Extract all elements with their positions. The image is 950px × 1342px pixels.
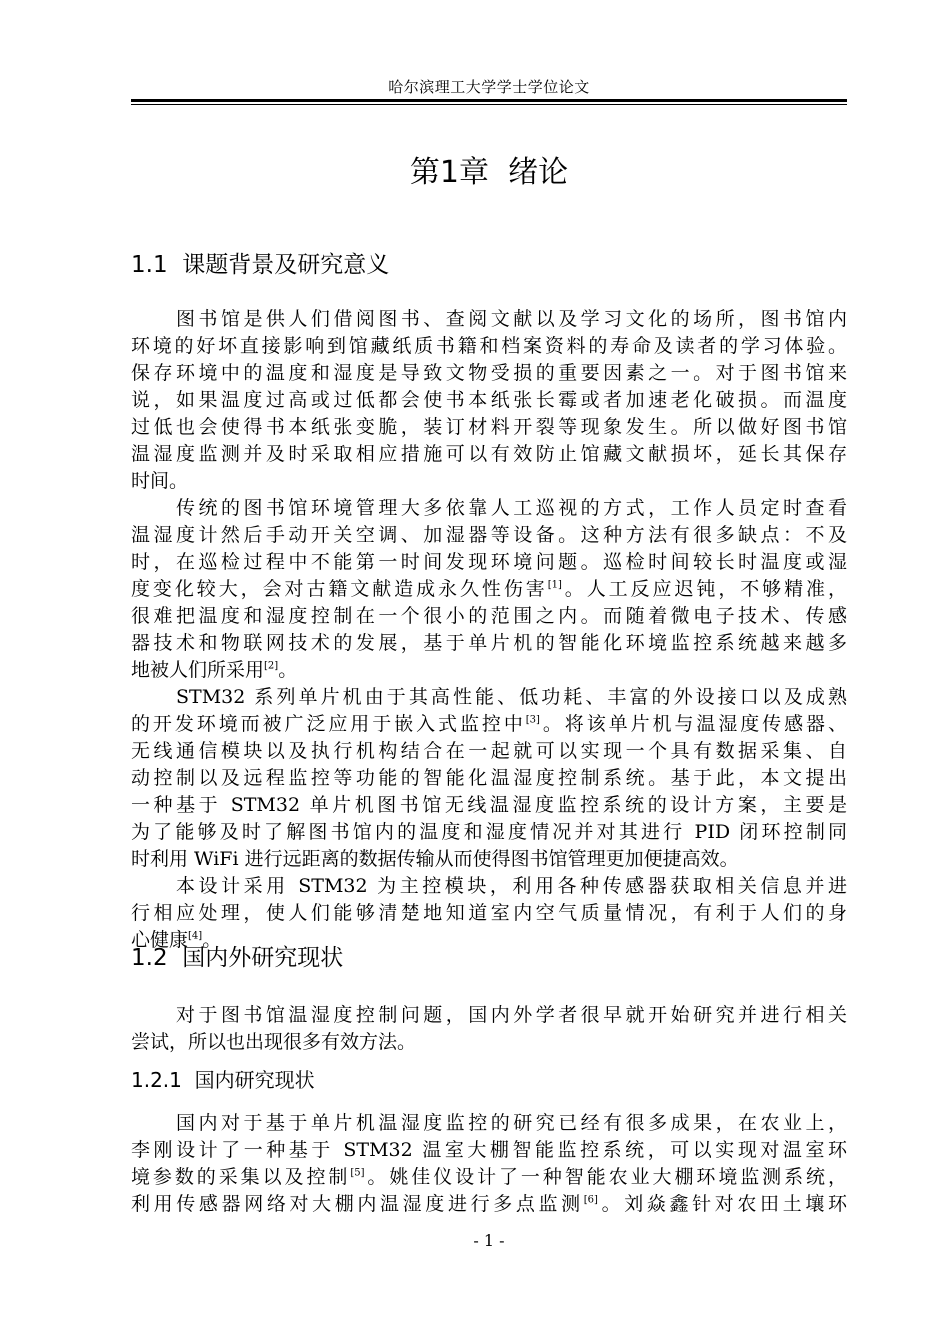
- chapter-title: 第1章 绪论: [409, 155, 569, 190]
- paragraph-line: 无线通信模块以及执行机构结合在一起就可以实现一个具有数据采集、自: [131, 740, 847, 762]
- section-heading-1-1: 1.1 课题背景及研究意义: [131, 252, 390, 278]
- paragraph-line: [131, 1191, 847, 1218]
- paragraph-line: 说，如果温度过高或过低都会使书本纸张长霉或者加速老化破损。而温度: [131, 389, 847, 411]
- paragraph-line: 尝试，所以也出现很多有效方法。: [131, 1031, 417, 1053]
- paragraph-line: 对于图书馆温湿度控制问题，国内外学者很早就开始研究并进行相关: [176, 1004, 847, 1026]
- paragraph-line: 时，在巡检过程中不能第一时间发现环境问题。巡检时间较长时温度或湿: [131, 551, 847, 573]
- paragraph-line: 传统的图书馆环境管理大多依靠人工巡视的方式，工作人员定时查看: [176, 497, 847, 519]
- line-text: 。: [278, 659, 298, 681]
- line-text: 。将该单片机与温湿度传感器、: [539, 713, 847, 735]
- line-text: 境参数的采集以及控制: [131, 1166, 351, 1188]
- paragraph-line: STM32 系列单片机由于其高性能、低功耗、丰富的外设接口以及成熟: [176, 686, 847, 708]
- citation-marker: [6]: [583, 1194, 598, 1206]
- paragraph-line: 很难把温度和湿度控制在一个很小的范围之内。而随着微电子技术、传感: [131, 605, 847, 627]
- running-header: 哈尔滨理工大学学士学位论文: [388, 78, 590, 96]
- paragraph-line: 时间。: [131, 470, 189, 492]
- citation-marker: [5]: [350, 1167, 365, 1179]
- paragraph-line: 环境的好坏直接影响到馆藏纸质书籍和档案资料的寿命及读者的学习体验。: [131, 335, 847, 357]
- paragraph-line: [131, 657, 847, 684]
- subsection-heading-1-2-1: 1.2.1 国内研究现状: [131, 1068, 315, 1092]
- citation-marker: [4]: [188, 930, 203, 942]
- paragraph-line: [131, 576, 847, 603]
- paragraph-line: 为了能够及时了解图书馆内的温度和湿度情况并对其进行 PID 闭环控制同: [131, 821, 847, 843]
- citation-marker: [2]: [264, 660, 279, 672]
- paragraph-line: 过低也会使得书本纸张变脆，装订材料开裂等现象发生。所以做好图书馆: [131, 416, 847, 438]
- paragraph-line: 李刚设计了一种基于 STM32 温室大棚智能监控系统，可以实现对温室环: [131, 1139, 847, 1161]
- line-text: 。: [202, 929, 222, 951]
- line-text: 心健康: [131, 929, 189, 951]
- line-text: 的开发环境而被广泛应用于嵌入式监控中: [131, 713, 526, 735]
- line-text: 。刘焱鑫针对农田土壤环: [597, 1193, 847, 1215]
- header-rule: [131, 99, 847, 102]
- paragraph-line: [131, 1164, 847, 1191]
- paragraph-line: 温湿度计然后手动开关空调、加湿器等设备。这种方法有很多缺点：不及: [131, 524, 847, 546]
- citation-marker: [3]: [525, 714, 540, 726]
- paragraph-line: 一种基于 STM32 单片机图书馆无线温湿度监控系统的设计方案，主要是: [131, 794, 847, 816]
- line-text: 。人工反应迟钝，不够精准，: [561, 578, 847, 600]
- paragraph-line: 国内对于基于单片机温湿度监控的研究已经有很多成果，在农业上，: [176, 1112, 847, 1134]
- paragraph-line: 时利用 WiFi 进行远距离的数据传输从而使得图书馆管理更加便捷高效。: [131, 848, 739, 870]
- header-rule-thin: [131, 104, 847, 105]
- paragraph-line: 图书馆是供人们借阅图书、查阅文献以及学习文化的场所，图书馆内: [176, 308, 847, 330]
- paragraph-line: 动控制以及远程监控等功能的智能化温湿度控制系统。基于此，本文提出: [131, 767, 847, 789]
- line-text: 地被人们所采用: [131, 659, 265, 681]
- line-text: 度变化较大，会对古籍文献造成永久性伤害: [131, 578, 548, 600]
- line-text: 利用传感器网络对大棚内温湿度进行多点监测: [131, 1193, 584, 1215]
- paragraph-line: 行相应处理，使人们能够清楚地知道室内空气质量情况，有利于人们的身: [131, 902, 847, 924]
- line-text: 。姚佳仪设计了一种智能农业大棚环境监测系统，: [364, 1166, 847, 1188]
- paragraph-line: 器技术和物联网技术的发展，基于单片机的智能化环境监控系统越来越多: [131, 632, 847, 654]
- page-number: - 1 -: [473, 1231, 505, 1250]
- paragraph-line: 本设计采用 STM32 为主控模块，利用各种传感器获取相关信息并进: [176, 875, 847, 897]
- paragraph-line: 保存环境中的温度和湿度是导致文物受损的重要因素之一。对于图书馆来: [131, 362, 847, 384]
- paragraph-line: 温湿度监测并及时采取相应措施可以有效防止馆藏文献损坏，延长其保存: [131, 443, 847, 465]
- section-heading-1-2: 1.2 国内外研究现状: [131, 945, 344, 971]
- citation-marker: [1]: [547, 579, 562, 591]
- paragraph-line: [131, 711, 847, 738]
